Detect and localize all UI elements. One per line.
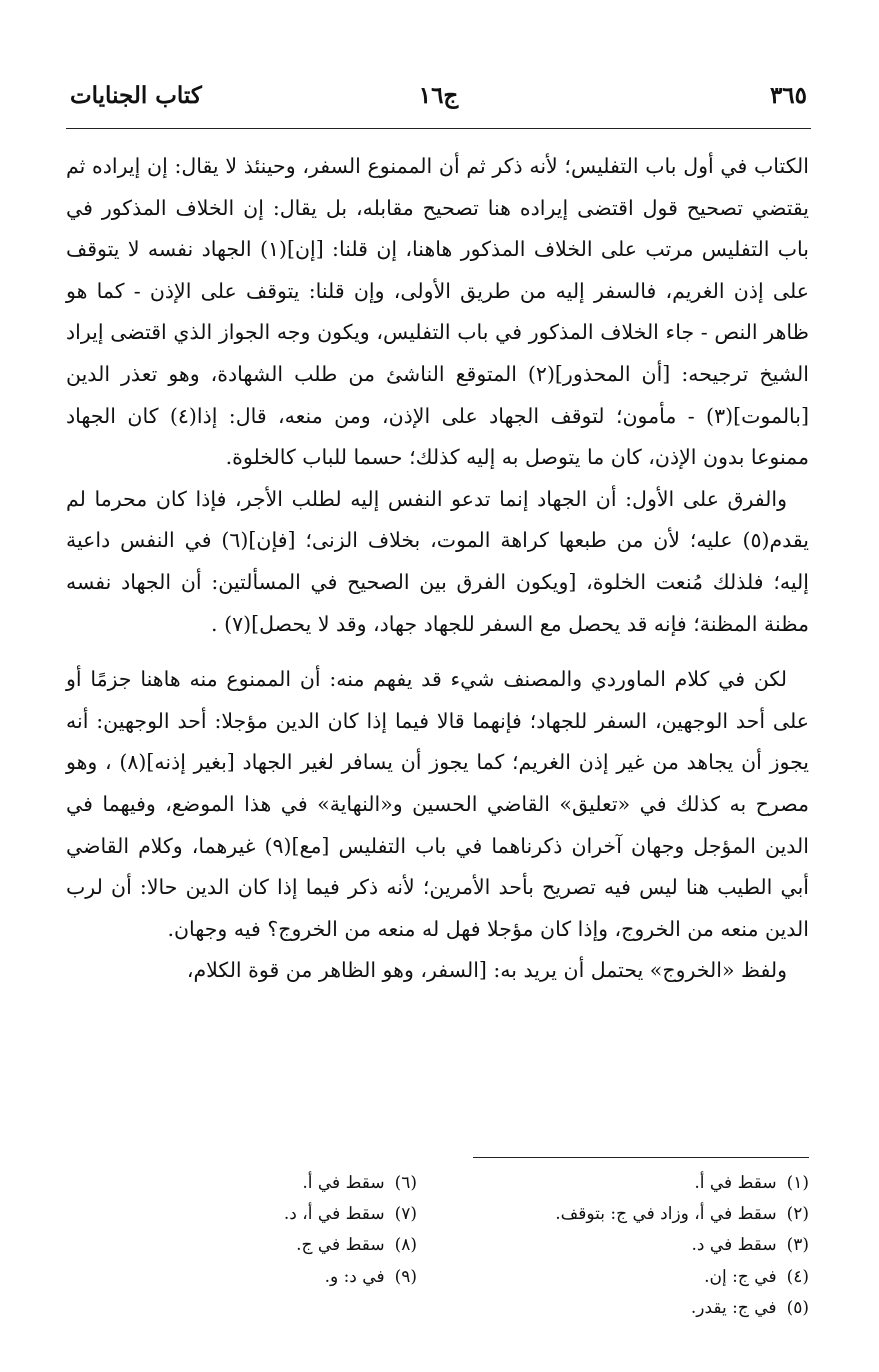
paragraph-1: الكتاب في أول باب التفليس؛ لأنه ذكر ثم أن الممنوع السفر، وحينئذ لا يقال: إن إيراده ثم يقتضي تصحيح قول اقتضى إيراده هنا تصحيح مقابله، بل يقال: إن الخلاف المذكور في باب التفليس مرتب على الخلاف المذكور هاهنا، إن قلنا: [إن](١) الجهاد نفسه لا يتوقف على إذن الغريم، فالسفر إليه من طريق الأولى، وإن قلنا: يتوقف على الإذن - كما هو ظاهر النص - جاء الخلاف المذكور في باب التفليس، ويكون وجه الجواز الذي اقتضى إيراد الشيخ ترجيحه: [أن المحذور](٢) المتوقع الناشئ من طلب الشهادة، وهو تعذر الدين [بالموت](٣) - مأمون؛ لتوقف الجهاد على الإذن، ومن منعه، قال: إذا(٤) كان الجهاد ممنوعا بدون الإذن، كان ما يتوصل به إليه كذلك؛ حسما للباب كالخلوة. [66, 154, 810, 470]
footnote: (٢)سقط في أ، وزاد في ج: بتوقف. [555, 1204, 809, 1225]
footnote: (٧)سقط في أ، د. [283, 1204, 417, 1225]
footnote: (٩)في د: و. [324, 1266, 417, 1287]
footnotes-left-column [197, 1168, 417, 1293]
footnote: (٥)في ج: يقدر. [690, 1297, 809, 1318]
main-text [66, 146, 809, 992]
footnote: (٦)سقط في أ. [302, 1173, 417, 1193]
paragraph-4: ولفظ «الخروج» يحتمل أن يريد به: [السفر، وهو الظاهر من قوة الكلام، [186, 958, 787, 983]
book-title: كتاب الجنايات [70, 82, 202, 109]
footnote: (٣)سقط في د. [691, 1235, 809, 1256]
page-number: ٣٦٥ [769, 82, 807, 109]
footnote: (٨)سقط في ج. [296, 1235, 417, 1256]
running-header [70, 82, 807, 122]
footnote: (١)سقط في أ. [694, 1173, 809, 1193]
footnote: (٤)في ج: إن. [704, 1266, 809, 1287]
footnotes-right-column [469, 1168, 809, 1324]
header-divider [66, 128, 811, 129]
volume-label: ج١٦ [418, 82, 459, 109]
paragraph-2: والفرق على الأول: أن الجهاد إنما تدعو النفس إليه لطلب الأجر، فإذا كان محرما لم يقدم(٥) عليه؛ لأن من طبعها كراهة الموت، بخلاف الزنى؛ [فإن](٦) في النفس داعية إليه؛ فلذلك مُنعت الخلوة، [ويكون الفرق بين الصحيح في المسألتين: أن الجهاد نفسه مظنة المظنة؛ فإنه قد يحصل مع السفر للجهاد جهاد، وقد لا يحصل](٧) . [66, 486, 809, 636]
footnote-divider [473, 1157, 809, 1158]
paragraph-3: لكن في كلام الماوردي والمصنف شيء قد يفهم منه: أن الممنوع منه هاهنا جزمًا أو على أحد الوجهين، السفر للجهاد؛ فإنهما قالا فيما إذا كان الدين مؤجلا: أحد الوجهين: أنه يجوز أن يجاهد من غير إذن الغريم؛ كما يجوز أن يسافر لغير الجهاد [بغير إذنه](٨) ، وهو مصرح به كذلك في «تعليق» القاضي الحسين و«النهاية» في هذا الموضع، وفيهما في الدين المؤجل وجهان آخران ذكرناهما في باب التفليس [مع](٩) غيرهما، وكلام القاضي أبي الطيب هنا ليس فيه تصريح بأحد الأمرين؛ لأنه ذكر فيما إذا كان الدين حالا: أن لرب الدين منعه من الخروج، وإذا كان مؤجلا فهل له منعه من الخروج؟ فيه وجهان. [66, 667, 810, 941]
